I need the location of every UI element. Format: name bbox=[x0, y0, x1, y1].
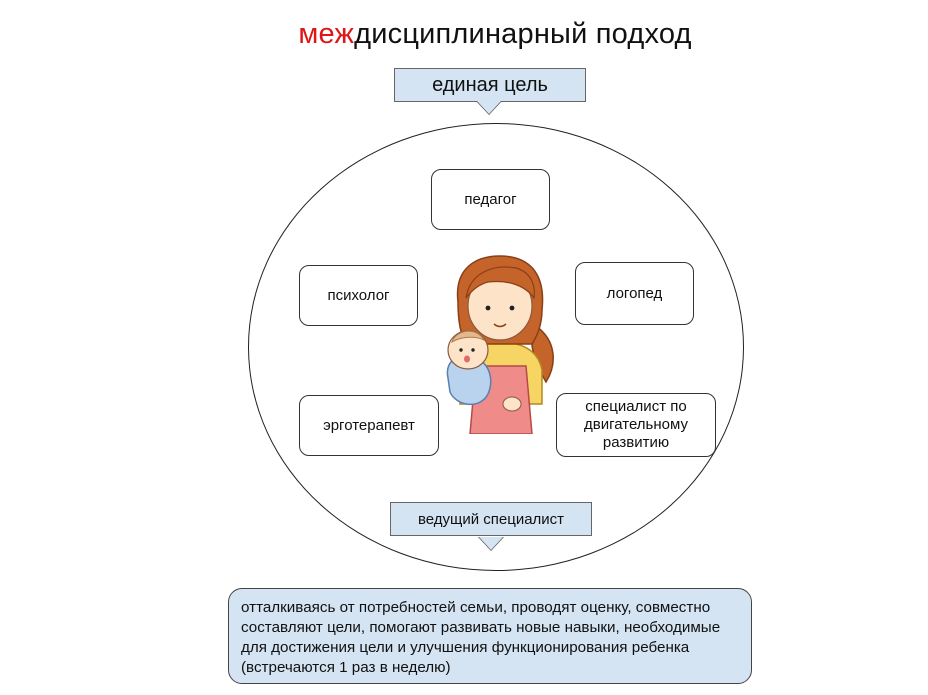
lead-specialist-box bbox=[390, 502, 592, 536]
role-ergotherapist bbox=[299, 395, 439, 456]
down-arrow-icon bbox=[476, 101, 502, 115]
description-box bbox=[228, 588, 752, 684]
role-speech-therapist-label: логопед bbox=[606, 284, 663, 302]
goal-label: единая цель bbox=[432, 73, 548, 96]
role-teacher-label: педагог bbox=[464, 190, 517, 208]
role-motor-specialist bbox=[556, 393, 716, 457]
mother-with-baby-illustration bbox=[436, 254, 560, 434]
role-teacher bbox=[431, 169, 550, 230]
role-psychologist bbox=[299, 265, 418, 326]
goal-box bbox=[394, 68, 586, 102]
title-rest: дисциплинарный подход bbox=[354, 18, 692, 50]
lead-specialist-label: ведущий специалист bbox=[417, 510, 565, 528]
down-arrow-icon bbox=[478, 537, 504, 551]
diagram-title bbox=[0, 18, 928, 51]
role-ergotherapist-label: эрготерапевт bbox=[323, 416, 415, 434]
title-accent: меж bbox=[298, 18, 355, 50]
role-psychologist-label: психолог bbox=[327, 286, 390, 304]
role-speech-therapist bbox=[575, 262, 694, 325]
role-motor-specialist-label: специалист по двигательному развитию bbox=[584, 398, 688, 451]
description-text: отталкиваясь от потребностей семьи, проводят оценку, совместно составляют цели, помогают развивать новые навыки, необходимые для достижения цели и улучшения функционирования ребенка (встречаются 1 раз в неделю) bbox=[241, 599, 721, 676]
